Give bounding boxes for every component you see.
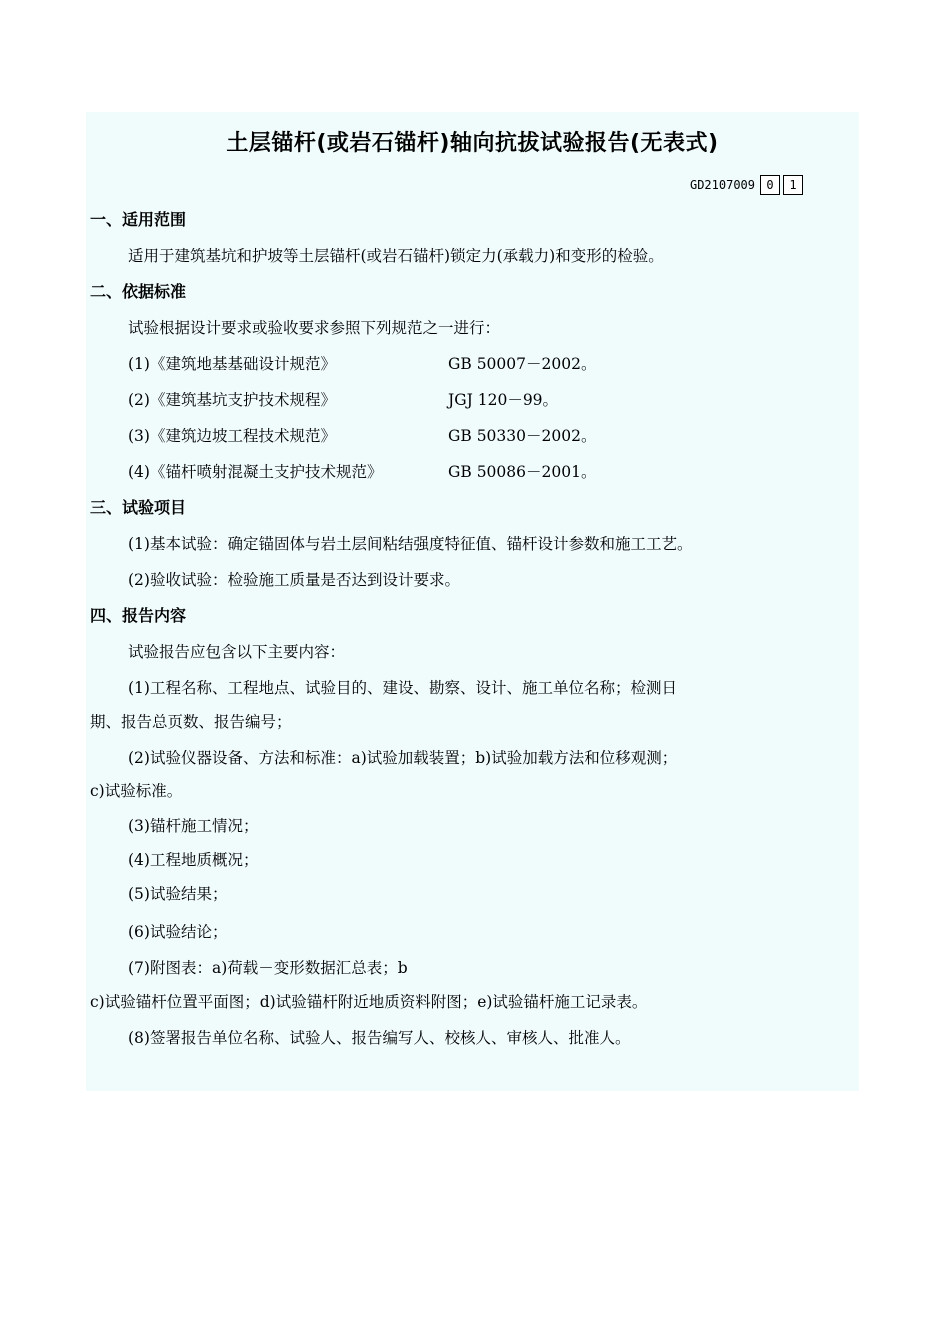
section-heading-scope: 一、适用范围 [90,210,187,229]
report-item-4: (4)工程地质概况； [128,851,259,869]
standard-code: GB 50007－2002。 [448,355,597,373]
report-item-8: (8)签署报告单位名称、试验人、报告编写人、校核人、审核人、批准人。 [128,1029,631,1047]
standard-item [128,460,596,484]
test-item: (2)验收试验：检验施工质量是否达到设计要求。 [128,571,460,589]
report-item-7-line2: c)试验锚杆位置平面图；d)试验锚杆附近地质资料附图；e)试验锚杆施工记录表。 [90,993,648,1011]
standard-name: (2)《建筑基坑支护技术规程》 [128,391,336,409]
standard-name: (4)《锚杆喷射混凝土支护技术规范》 [128,463,383,481]
report-intro: 试验报告应包含以下主要内容： [128,643,346,661]
report-item-1-line2: 期、报告总页数、报告编号； [90,713,292,731]
report-item-6: (6)试验结论； [128,923,228,941]
standard-code: GB 50330－2002。 [448,427,597,445]
report-item-2-line1: (2)试验仪器设备、方法和标准：a)试验加载装置；b)试验加载方法和位移观测； [128,749,678,767]
standard-name: (1)《建筑地基基础设计规范》 [128,355,336,373]
code-box-1: 0 [760,175,780,195]
report-item-2-line2: c)试验标准。 [90,782,183,800]
scope-text: 适用于建筑基坑和护坡等土层锚杆(或岩石锚杆)锁定力(承载力)和变形的检验。 [128,247,664,265]
standard-item [128,424,596,448]
section-heading-report-content: 四、报告内容 [90,606,187,625]
standard-name: (3)《建筑边坡工程技术规范》 [128,427,336,445]
document-code-row [690,174,803,196]
report-item-5: (5)试验结果； [128,885,228,903]
document-code: GD2107009 [689,178,755,192]
test-item: (1)基本试验：确定锚固体与岩土层间粘结强度特征值、锚杆设计参数和施工工艺。 [128,535,693,553]
section-heading-standards: 二、依据标准 [90,282,187,301]
standard-code: JGJ 120－99。 [448,391,559,409]
report-item-1-line1: (1)工程名称、工程地点、试验目的、建设、勘察、设计、施工单位名称；检测日 [128,679,677,697]
standard-item [128,388,558,412]
report-item-7-line1: (7)附图表：a)荷载－变形数据汇总表；b [128,959,408,977]
code-box-2: 1 [783,175,803,195]
standards-intro: 试验根据设计要求或验收要求参照下列规范之一进行： [128,319,501,337]
section-heading-test-items: 三、试验项目 [90,498,187,517]
report-item-3: (3)锚杆施工情况； [128,817,259,835]
standard-code: GB 50086－2001。 [448,463,597,481]
document-title: 土层锚杆(或岩石锚杆)轴向抗拔试验报告(无表式) [226,131,719,156]
standard-item [128,352,596,376]
